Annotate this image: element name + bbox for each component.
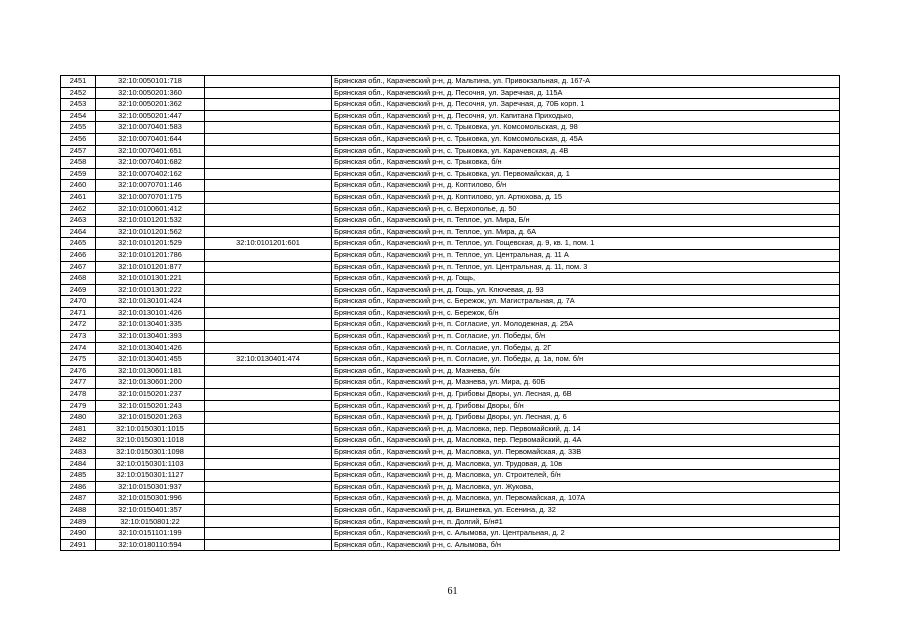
- cadastral-number-cell: 32:10:0150301:996: [96, 493, 205, 505]
- table-row: [61, 191, 840, 203]
- address-cell: Брянская обл., Карачевский р-н, д. Масловка, пер. Первомайский, д. 4А: [332, 435, 840, 447]
- row-number-cell: 2487: [61, 493, 96, 505]
- table-row: [61, 122, 840, 134]
- related-cadastral-number-cell: [205, 389, 332, 401]
- cadastral-number-cell: 32:10:0150301:1103: [96, 458, 205, 470]
- row-number-cell: 2473: [61, 331, 96, 343]
- table-row: [61, 273, 840, 285]
- cadastral-number-cell: 32:10:0100601:412: [96, 203, 205, 215]
- related-cadastral-number-cell: [205, 226, 332, 238]
- related-cadastral-number-cell: [205, 273, 332, 285]
- cadastral-number-cell: 32:10:0150301:1018: [96, 435, 205, 447]
- row-number-cell: 2490: [61, 528, 96, 540]
- related-cadastral-number-cell: [205, 435, 332, 447]
- registry-table: [60, 75, 840, 551]
- related-cadastral-number-cell: [205, 191, 332, 203]
- related-cadastral-number-cell: [205, 331, 332, 343]
- row-number-cell: 2478: [61, 389, 96, 401]
- related-cadastral-number-cell: [205, 412, 332, 424]
- address-cell: Брянская обл., Карачевский р-н, д. Коптилово, б/н: [332, 180, 840, 192]
- table-row: [61, 238, 840, 250]
- cadastral-number-cell: 32:10:0150301:1098: [96, 447, 205, 459]
- row-number-cell: 2452: [61, 87, 96, 99]
- related-cadastral-number-cell: [205, 133, 332, 145]
- address-cell: Брянская обл., Карачевский р-н, с. Бережок, б/н: [332, 307, 840, 319]
- row-number-cell: 2467: [61, 261, 96, 273]
- related-cadastral-number-cell: [205, 342, 332, 354]
- address-cell: Брянская обл., Карачевский р-н, д. Гощь,: [332, 273, 840, 285]
- address-cell: Брянская обл., Карачевский р-н, п. Долгий, Б/н#1: [332, 516, 840, 528]
- address-cell: Брянская обл., Карачевский р-н, п. Теплое, ул. Центральная, д. 11 А: [332, 249, 840, 261]
- row-number-cell: 2458: [61, 157, 96, 169]
- table-row: [61, 133, 840, 145]
- address-cell: Брянская обл., Карачевский р-н, п. Теплое, ул. Центральная, д. 11, пом. 3: [332, 261, 840, 273]
- cadastral-number-cell: 32:10:0150401:357: [96, 504, 205, 516]
- row-number-cell: 2460: [61, 180, 96, 192]
- row-number-cell: 2451: [61, 76, 96, 88]
- address-cell: Брянская обл., Карачевский р-н, с. Трыковка, б/н: [332, 157, 840, 169]
- row-number-cell: 2468: [61, 273, 96, 285]
- table-row: [61, 110, 840, 122]
- related-cadastral-number-cell: [205, 261, 332, 273]
- address-cell: Брянская обл., Карачевский р-н, с. Трыковка, ул. Комсомольская, д. 98: [332, 122, 840, 134]
- cadastral-number-cell: 32:10:0130401:455: [96, 354, 205, 366]
- cadastral-number-cell: 32:10:0070402:162: [96, 168, 205, 180]
- related-cadastral-number-cell: [205, 470, 332, 482]
- cadastral-number-cell: 32:10:0130101:424: [96, 296, 205, 308]
- cadastral-number-cell: 32:10:0050201:360: [96, 87, 205, 99]
- related-cadastral-number-cell: [205, 284, 332, 296]
- table-row: [61, 528, 840, 540]
- cadastral-number-cell: 32:10:0130401:335: [96, 319, 205, 331]
- address-cell: Брянская обл., Карачевский р-н, с. Алымова, б/н: [332, 539, 840, 551]
- related-cadastral-number-cell: [205, 516, 332, 528]
- row-number-cell: 2471: [61, 307, 96, 319]
- related-cadastral-number-cell: [205, 400, 332, 412]
- table-row: [61, 331, 840, 343]
- row-number-cell: 2453: [61, 99, 96, 111]
- table-row: [61, 458, 840, 470]
- cadastral-number-cell: 32:10:0130401:426: [96, 342, 205, 354]
- address-cell: Брянская обл., Карачевский р-н, д. Песочня, ул. Заречная, д. 70Б корп. 1: [332, 99, 840, 111]
- related-cadastral-number-cell: [205, 249, 332, 261]
- row-number-cell: 2459: [61, 168, 96, 180]
- related-cadastral-number-cell: [205, 528, 332, 540]
- address-cell: Брянская обл., Карачевский р-н, д. Масловка, ул. Первомайская, д. 107А: [332, 493, 840, 505]
- cadastral-number-cell: 32:10:0070701:175: [96, 191, 205, 203]
- related-cadastral-number-cell: [205, 122, 332, 134]
- table-row: [61, 481, 840, 493]
- table-row: [61, 504, 840, 516]
- address-cell: Брянская обл., Карачевский р-н, п. Согласие, ул. Победы, б/н: [332, 331, 840, 343]
- table-row: [61, 284, 840, 296]
- table-row: [61, 226, 840, 238]
- address-cell: Брянская обл., Карачевский р-н, д. Грибовы Дворы, ул. Лесная, д. 6: [332, 412, 840, 424]
- cadastral-number-cell: 32:10:0101301:221: [96, 273, 205, 285]
- table-row: [61, 423, 840, 435]
- related-cadastral-number-cell: [205, 110, 332, 122]
- cadastral-number-cell: 32:10:0180110:594: [96, 539, 205, 551]
- cadastral-number-cell: 32:10:0150301:1127: [96, 470, 205, 482]
- row-number-cell: 2483: [61, 447, 96, 459]
- address-cell: Брянская обл., Карачевский р-н, п. Согласие, ул. Молодежная, д. 25А: [332, 319, 840, 331]
- table-row: [61, 412, 840, 424]
- related-cadastral-number-cell: [205, 215, 332, 227]
- row-number-cell: 2454: [61, 110, 96, 122]
- cadastral-number-cell: 32:10:0101201:786: [96, 249, 205, 261]
- row-number-cell: 2477: [61, 377, 96, 389]
- row-number-cell: 2462: [61, 203, 96, 215]
- table-row: [61, 516, 840, 528]
- row-number-cell: 2475: [61, 354, 96, 366]
- address-cell: Брянская обл., Карачевский р-н, с. Трыковка, ул. Комсомольская, д. 45А: [332, 133, 840, 145]
- table-row: [61, 435, 840, 447]
- address-cell: Брянская обл., Карачевский р-н, с. Трыковка, ул. Карачевская, д. 4В: [332, 145, 840, 157]
- table-row: [61, 261, 840, 273]
- related-cadastral-number-cell: [205, 319, 332, 331]
- row-number-cell: 2481: [61, 423, 96, 435]
- table-row: [61, 296, 840, 308]
- address-cell: Брянская обл., Карачевский р-н, д. Мазнева, ул. Мира, д. 60Б: [332, 377, 840, 389]
- address-cell: Брянская обл., Карачевский р-н, д. Грибовы Дворы, б/н: [332, 400, 840, 412]
- related-cadastral-number-cell: [205, 307, 332, 319]
- table-row: [61, 470, 840, 482]
- cadastral-number-cell: 32:10:0150801:22: [96, 516, 205, 528]
- table-row: [61, 319, 840, 331]
- related-cadastral-number-cell: [205, 377, 332, 389]
- row-number-cell: 2461: [61, 191, 96, 203]
- related-cadastral-number-cell: [205, 145, 332, 157]
- row-number-cell: 2488: [61, 504, 96, 516]
- table-row: [61, 539, 840, 551]
- row-number-cell: 2466: [61, 249, 96, 261]
- address-cell: Брянская обл., Карачевский р-н, с. Бережок, ул. Магистральная, д. 7А: [332, 296, 840, 308]
- table-row: [61, 249, 840, 261]
- table-row: [61, 87, 840, 99]
- row-number-cell: 2486: [61, 481, 96, 493]
- address-cell: Брянская обл., Карачевский р-н, п. Согласие, ул. Победы, д. 2Г: [332, 342, 840, 354]
- address-cell: Брянская обл., Карачевский р-н, д. Вишневка, ул. Есенина, д. 32: [332, 504, 840, 516]
- cadastral-number-cell: 32:10:0150201:237: [96, 389, 205, 401]
- row-number-cell: 2457: [61, 145, 96, 157]
- address-cell: Брянская обл., Карачевский р-н, д. Гощь, ул. Ключевая, д. 93: [332, 284, 840, 296]
- cadastral-number-cell: 32:10:0130601:200: [96, 377, 205, 389]
- row-number-cell: 2469: [61, 284, 96, 296]
- row-number-cell: 2463: [61, 215, 96, 227]
- cadastral-number-cell: 32:10:0070401:644: [96, 133, 205, 145]
- table-row: [61, 145, 840, 157]
- related-cadastral-number-cell: [205, 481, 332, 493]
- cadastral-number-cell: 32:10:0150201:243: [96, 400, 205, 412]
- cadastral-number-cell: 32:10:0050101:718: [96, 76, 205, 88]
- row-number-cell: 2456: [61, 133, 96, 145]
- address-cell: Брянская обл., Карачевский р-н, п. Теплое, ул. Мира, д. 6А: [332, 226, 840, 238]
- related-cadastral-number-cell: [205, 296, 332, 308]
- table-row: [61, 400, 840, 412]
- cadastral-number-cell: 32:10:0130401:393: [96, 331, 205, 343]
- table-row: [61, 76, 840, 88]
- address-cell: Брянская обл., Карачевский р-н, п. Теплое, ул. Мира, Б/н: [332, 215, 840, 227]
- address-cell: Брянская обл., Карачевский р-н, д. Масловка, ул. Жукова,: [332, 481, 840, 493]
- related-cadastral-number-cell: [205, 87, 332, 99]
- cadastral-number-cell: 32:10:0101201:532: [96, 215, 205, 227]
- cadastral-number-cell: 32:10:0101201:562: [96, 226, 205, 238]
- address-cell: Брянская обл., Карачевский р-н, д. Коптилово, ул. Артюхова, д. 15: [332, 191, 840, 203]
- table-row: [61, 342, 840, 354]
- table-row: [61, 377, 840, 389]
- table-row: [61, 389, 840, 401]
- table-row: [61, 354, 840, 366]
- related-cadastral-number-cell: 32:10:0130401:474: [205, 354, 332, 366]
- address-cell: Брянская обл., Карачевский р-н, д. Грибовы Дворы, ул. Лесная, д. 6В: [332, 389, 840, 401]
- row-number-cell: 2470: [61, 296, 96, 308]
- table-row: [61, 157, 840, 169]
- related-cadastral-number-cell: [205, 180, 332, 192]
- cadastral-number-cell: 32:10:0130101:426: [96, 307, 205, 319]
- table-row: [61, 99, 840, 111]
- cadastral-number-cell: 32:10:0101201:877: [96, 261, 205, 273]
- row-number-cell: 2491: [61, 539, 96, 551]
- cadastral-number-cell: 32:10:0070401:651: [96, 145, 205, 157]
- related-cadastral-number-cell: [205, 423, 332, 435]
- related-cadastral-number-cell: [205, 157, 332, 169]
- related-cadastral-number-cell: [205, 447, 332, 459]
- cadastral-number-cell: 32:10:0150201:263: [96, 412, 205, 424]
- table-row: [61, 307, 840, 319]
- address-cell: Брянская обл., Карачевский р-н, д. Песочня, ул. Заречная, д. 115А: [332, 87, 840, 99]
- related-cadastral-number-cell: [205, 539, 332, 551]
- row-number-cell: 2489: [61, 516, 96, 528]
- cadastral-number-cell: 32:10:0130601:181: [96, 365, 205, 377]
- address-cell: Брянская обл., Карачевский р-н, с. Трыковка, ул. Первомайская, д. 1: [332, 168, 840, 180]
- row-number-cell: 2480: [61, 412, 96, 424]
- table-row: [61, 447, 840, 459]
- row-number-cell: 2476: [61, 365, 96, 377]
- cadastral-number-cell: 32:10:0150301:1015: [96, 423, 205, 435]
- row-number-cell: 2455: [61, 122, 96, 134]
- related-cadastral-number-cell: [205, 365, 332, 377]
- address-cell: Брянская обл., Карачевский р-н, п. Теплое, ул. Гощевская, д. 9, кв. 1, пом. 1: [332, 238, 840, 250]
- cadastral-number-cell: 32:10:0151101:199: [96, 528, 205, 540]
- row-number-cell: 2485: [61, 470, 96, 482]
- related-cadastral-number-cell: [205, 99, 332, 111]
- address-cell: Брянская обл., Карачевский р-н, с. Верхополье, д. 50: [332, 203, 840, 215]
- cadastral-number-cell: 32:10:0101201:529: [96, 238, 205, 250]
- address-cell: Брянская обл., Карачевский р-н, д. Мазнева, б/н: [332, 365, 840, 377]
- address-cell: Брянская обл., Карачевский р-н, д. Мальтина, ул. Привокзальная, д. 167-А: [332, 76, 840, 88]
- cadastral-number-cell: 32:10:0070701:146: [96, 180, 205, 192]
- registry-table-body: [61, 76, 840, 551]
- row-number-cell: 2482: [61, 435, 96, 447]
- table-row: [61, 365, 840, 377]
- table-row: [61, 168, 840, 180]
- table-row: [61, 203, 840, 215]
- related-cadastral-number-cell: [205, 203, 332, 215]
- cadastral-number-cell: 32:10:0070401:682: [96, 157, 205, 169]
- address-cell: Брянская обл., Карачевский р-н, д. Масловка, ул. Трудовая, д. 10в: [332, 458, 840, 470]
- page-number: 61: [447, 586, 458, 597]
- related-cadastral-number-cell: [205, 76, 332, 88]
- cadastral-number-cell: 32:10:0070401:583: [96, 122, 205, 134]
- row-number-cell: 2464: [61, 226, 96, 238]
- row-number-cell: 2465: [61, 238, 96, 250]
- cadastral-number-cell: 32:10:0150301:937: [96, 481, 205, 493]
- address-cell: Брянская обл., Карачевский р-н, д. Песочня, ул. Капитана Приходько,: [332, 110, 840, 122]
- row-number-cell: 2474: [61, 342, 96, 354]
- table-row: [61, 493, 840, 505]
- table-row: [61, 180, 840, 192]
- row-number-cell: 2479: [61, 400, 96, 412]
- address-cell: Брянская обл., Карачевский р-н, д. Масловка, ул. Первомайская, д. 33В: [332, 447, 840, 459]
- address-cell: Брянская обл., Карачевский р-н, д. Масловка, пер. Первомайский, д. 14: [332, 423, 840, 435]
- related-cadastral-number-cell: [205, 493, 332, 505]
- related-cadastral-number-cell: [205, 504, 332, 516]
- related-cadastral-number-cell: 32:10:0101201:601: [205, 238, 332, 250]
- address-cell: Брянская обл., Карачевский р-н, с. Алымова, ул. Центральная, д. 2: [332, 528, 840, 540]
- cadastral-number-cell: 32:10:0050201:362: [96, 99, 205, 111]
- related-cadastral-number-cell: [205, 458, 332, 470]
- related-cadastral-number-cell: [205, 168, 332, 180]
- cadastral-number-cell: 32:10:0101301:222: [96, 284, 205, 296]
- table-row: [61, 215, 840, 227]
- address-cell: Брянская обл., Карачевский р-н, д. Масловка, ул. Строителей, б/н: [332, 470, 840, 482]
- row-number-cell: 2484: [61, 458, 96, 470]
- address-cell: Брянская обл., Карачевский р-н, п. Согласие, ул. Победы, д. 1а, пом. б/н: [332, 354, 840, 366]
- row-number-cell: 2472: [61, 319, 96, 331]
- cadastral-number-cell: 32:10:0050201:447: [96, 110, 205, 122]
